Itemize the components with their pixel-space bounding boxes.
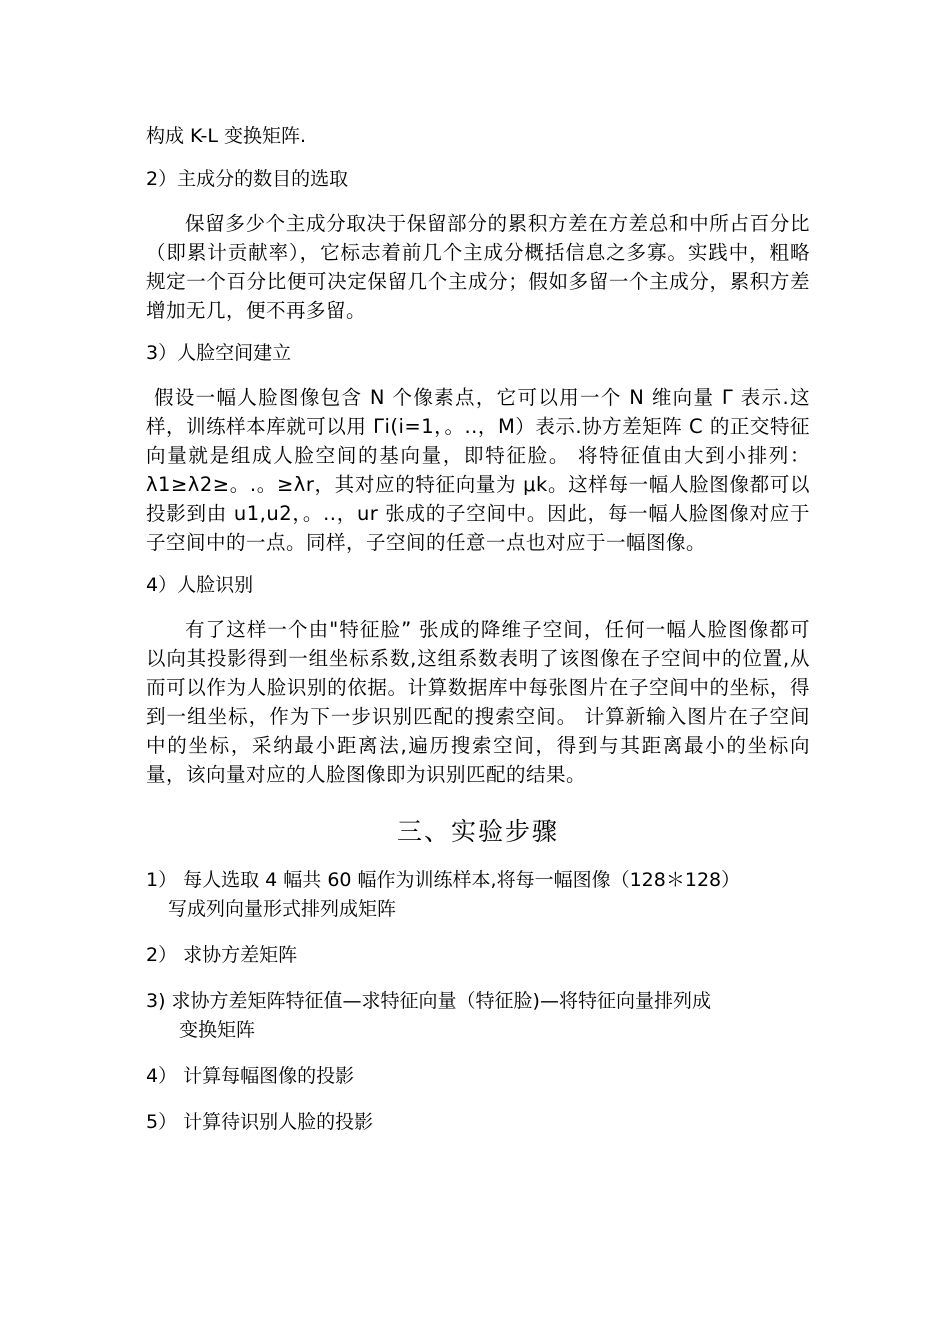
subheading-face-space: 3）人脸空间建立 xyxy=(146,342,292,364)
step-2-text: 2） 求协方差矩阵 xyxy=(146,944,298,966)
step-1-text: 1） 每人选取 4 幅共 60 幅作为训练样本,将每一幅图像（128＊128） xyxy=(146,869,741,891)
step-item-2 xyxy=(146,941,810,970)
subheading-component-count: 2）主成分的数目的选取 xyxy=(146,168,349,190)
paragraph-component-count: 保留多少个主成分取决于保留部分的累积方差在方差总和中所占百分比（即累计贡献率），它标志着前几个主成分概括信息之多寡。实践中，粗略规定一个百分比便可决定保留几个主成分；假如多留一个主成分，累积方差增加无几，便不再多留。 xyxy=(146,212,810,322)
section-title-experiment-steps: 三、实验步骤 xyxy=(396,817,559,846)
kl-matrix-line: 构成 K-L 变换矩阵. xyxy=(146,125,307,147)
step-4-text: 4） 计算每幅图像的投影 xyxy=(146,1065,355,1087)
step-item-5 xyxy=(146,1108,810,1137)
paragraph-face-recognition: 有了这样一个由"特征脸” 张成的降维子空间，任何一幅人脸图像都可以向其投影得到一组坐标系数,这组系数表明了该图像在子空间中的位置,从而可以作为人脸识别的依据。计算数据库中每张图片在子空间中的坐标，得到一组坐标，作为下一步识别匹配的搜索空间。 计算新输入图片在子空间中的坐标，采纳最小距离法,遍历搜索空间，得到与其距离最小的坐标向量，该向量对应的人脸图像即为识别匹配的结果。 xyxy=(146,618,810,786)
subheading-face-recognition: 4）人脸识别 xyxy=(146,574,254,596)
step-5-text: 5） 计算待识别人脸的投影 xyxy=(146,1111,374,1133)
step-1-continuation: 写成列向量形式排列成矩阵 xyxy=(168,898,397,920)
document-body xyxy=(146,122,810,1137)
step-3-text: 3) 求协方差矩阵特征值—求特征向量（特征脸)—将特征向量排列成 xyxy=(146,990,711,1012)
step-item-4 xyxy=(146,1062,810,1091)
step-item-1 xyxy=(146,866,810,924)
step-item-3 xyxy=(146,987,810,1045)
step-3-continuation: 变换矩阵 xyxy=(179,1019,256,1041)
paragraph-face-space: 假设一幅人脸图像包含 N 个像素点，它可以用一个 N 维向量 Γ 表示.这样，训练样本库就可以用 Γi(i=1，。..，M）表示.协方差矩阵 C 的正交特征向量就是组成人脸空间的基向量，即特征脸。 将特征值由大到小排列：λ1≥λ2≥。.。≥λr，其对应的特征向量为 μk。这样每一幅人脸图像都可以投影到由 u1,u2，。..，ur 张成的子空间中。因此，每一幅人脸图像对应于子空间中的一点。同样，子空间的任意一点也对应于一幅图像。 xyxy=(146,386,810,554)
